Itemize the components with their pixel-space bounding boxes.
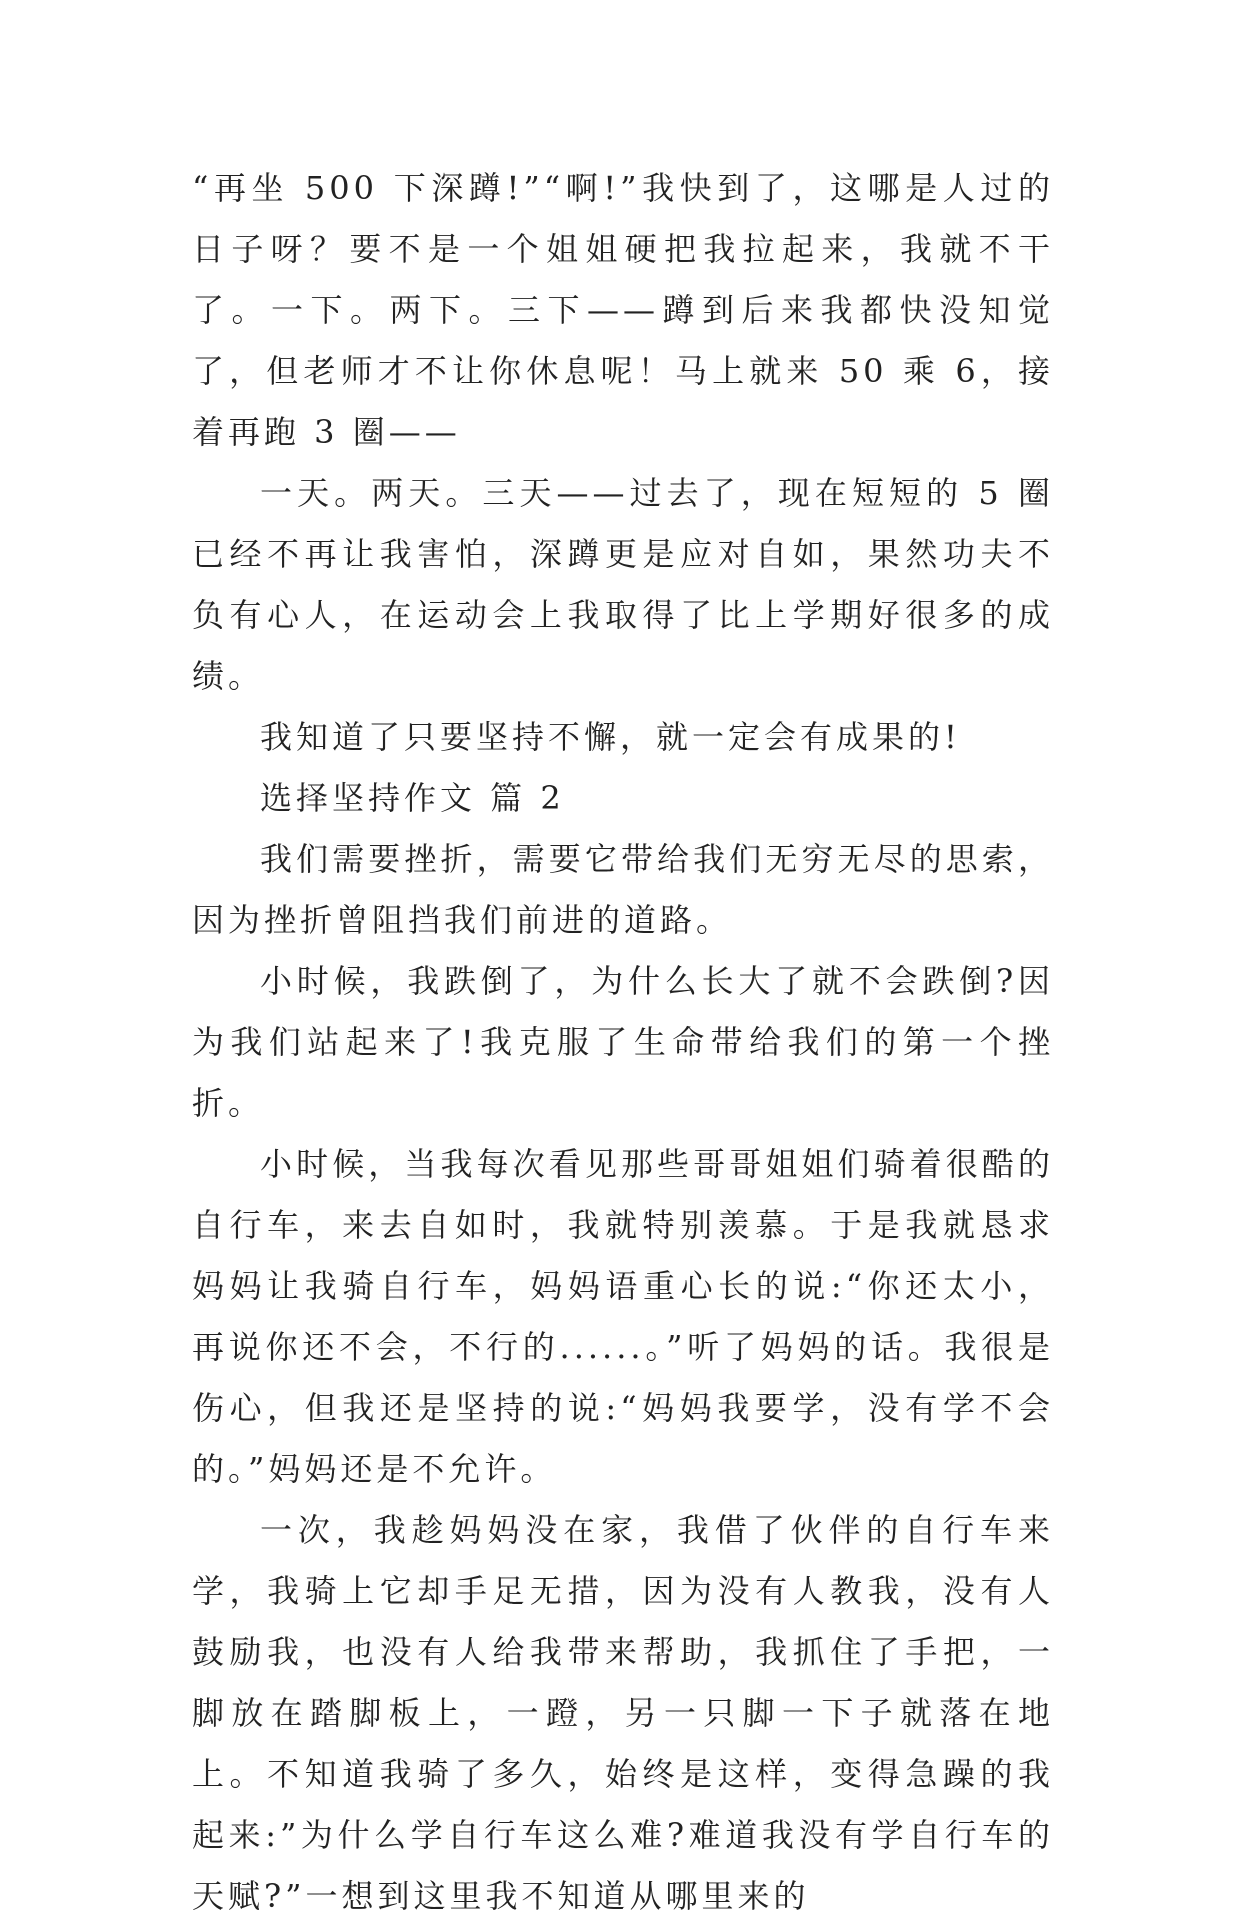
paragraph: 小时候，当我每次看见那些哥哥姐姐们骑着很酷的自行车，来去自如时，我就特别羡慕。于是我就恳求妈妈让我骑自行车，妈妈语重心长的说:“你还太小，再说你还不会，不行的......。”听了妈妈的话。我很是伤心，但我还是坚持的说:“妈妈我要学，没有学不会的。”妈妈还是不允许。 (192, 1145, 1054, 1488)
paragraph: 一次，我趁妈妈没在家，我借了伙伴的自行车来学，我骑上它却手足无措，因为没有人教我，没有人鼓励我，也没有人给我带来帮助，我抓住了手把，一脚放在踏脚板上，一蹬，另一只脚一下子就落在地上。不知道我骑了多久，始终是这样，变得急躁的我起来:”为什么学自行车这么难?难道我没有学自行车的天赋?”一想到这里我不知道从哪里来的 (192, 1511, 1054, 1915)
paragraph: 小时候，我跌倒了，为什么长大了就不会跌倒?因为我们站起来了!我克服了生命带给我们的第一个挫折。 (192, 962, 1054, 1122)
paragraph: 我们需要挫折，需要它带给我们无穷无尽的思索，因为挫折曾阻挡我们前进的道路。 (192, 840, 1054, 939)
paragraph: “再坐 500 下深蹲!”“啊!”我快到了，这哪是人过的日子呀？要不是一个姐姐硬把我拉起来，我就不干了。一下。两下。三下——蹲到后来我都快没知觉了，但老师才不让你休息呢！马上就来 50 乘 6，接着再跑 3 圈—— (192, 169, 1054, 451)
document-body (192, 158, 1054, 1927)
paragraph: 我知道了只要坚持不懈，就一定会有成果的! (260, 718, 961, 756)
paragraph: 一天。两天。三天——过去了，现在短短的 5 圈已经不再让我害怕，深蹲更是应对自如，果然功夫不负有心人，在运动会上我取得了比上学期好很多的成绩。 (192, 474, 1054, 695)
section-heading: 选择坚持作文 篇 2 (260, 779, 565, 817)
